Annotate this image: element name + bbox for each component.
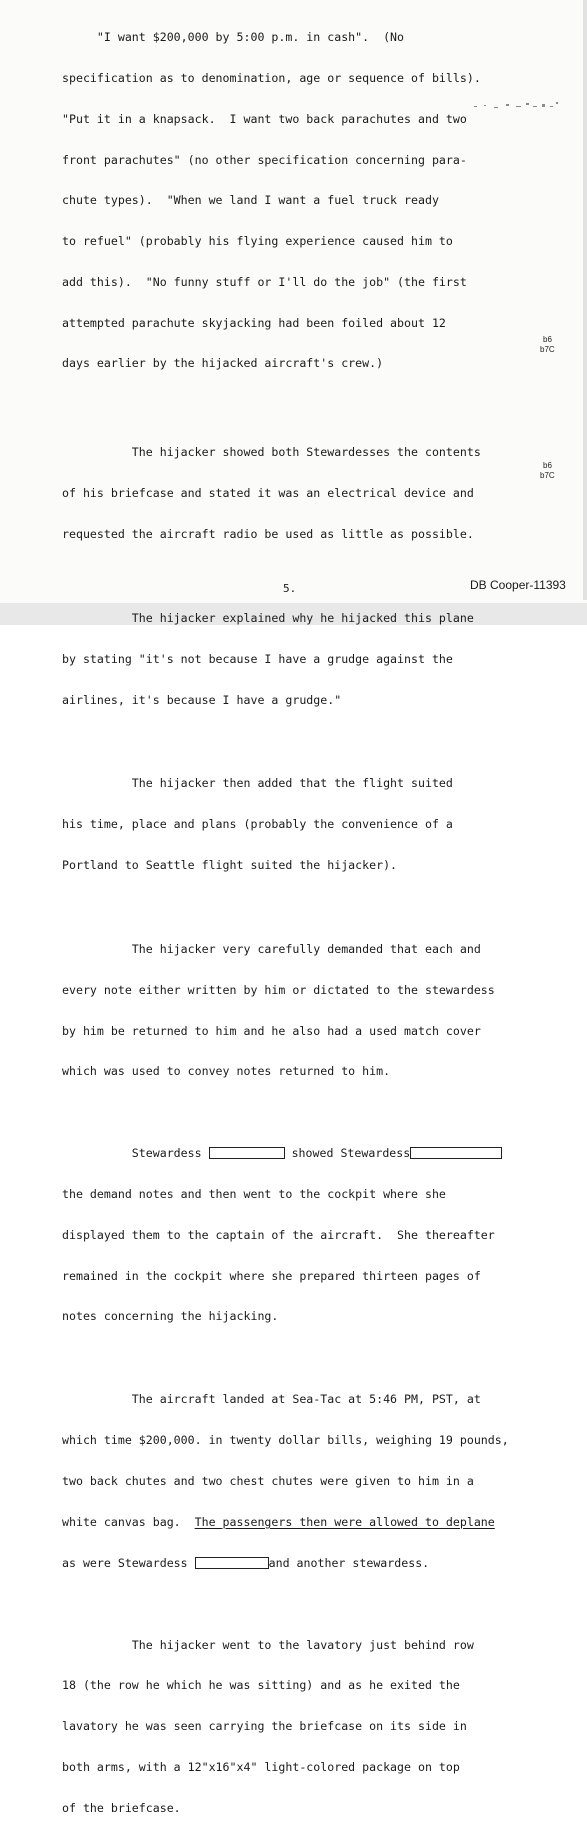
text-segment: and another stewardess. (268, 1555, 430, 1570)
text-line: "Put it in a knapsack. I want two back parachutes and two (62, 111, 467, 126)
paragraph-stewardess (62, 1120, 532, 1351)
text-segment: Stewardess (62, 1146, 209, 1161)
scan-edge-right (583, 0, 587, 600)
document-body (62, 0, 532, 1842)
text-line: The hijacker explained why he hijacked this plane (62, 610, 474, 625)
text-line: two back chutes and two chest chutes were given to him in a (62, 1473, 474, 1488)
text-line: notes concerning the hijacking. (62, 1309, 279, 1324)
text-segment (285, 1146, 292, 1160)
text-line: The hijacker showed both Stewardesses the contents (62, 445, 481, 460)
text-segment: showed Stewardess (291, 1146, 411, 1161)
text-line: to refuel" (probably his flying experience caused him to (62, 234, 453, 249)
text-line: displayed them to the captain of the aircraft. She thereafter (62, 1227, 495, 1242)
redaction-box (410, 1147, 502, 1159)
exemption-code: b6 (543, 335, 552, 344)
text-line: specification as to denomination, age or sequence of bills). (62, 70, 481, 85)
text-line: The aircraft landed at Sea-Tac at 5:46 PM, PST, at (62, 1392, 481, 1407)
text-line: both arms, with a 12"x16"x4" light-colored package on top (62, 1759, 460, 1774)
redaction-box (195, 1557, 269, 1569)
paragraph-notes (62, 916, 532, 1106)
text-line (62, 1147, 532, 1161)
paragraph-grudge (62, 585, 532, 735)
exemption-code: b6 (543, 461, 552, 470)
text-segment: white canvas bag. (62, 1514, 195, 1529)
text-line: his time, place and plans (probably the convenience of a (62, 817, 453, 832)
text-line (62, 1557, 532, 1571)
text-line: days earlier by the hijacked aircraft's crew.) (62, 356, 384, 371)
text-line: of the briefcase. (62, 1800, 181, 1815)
text-line: 18 (the row he which he was sitting) and as he exited the (62, 1678, 460, 1693)
text-line (62, 1516, 532, 1530)
document-id: DB Cooper-11393 (470, 578, 566, 592)
text-line: chute types). "When we land I want a fuel truck ready (62, 193, 439, 208)
exemption-code: b7C (540, 345, 555, 354)
paragraph-lavatory (62, 1611, 532, 1842)
text-line: The hijacker then added that the flight suited (62, 776, 453, 791)
text-line: The hijacker went to the lavatory just behind row (62, 1637, 474, 1652)
text-line: by him be returned to him and he also had a used match cover (62, 1023, 481, 1038)
text-line: which time $200,000. in twenty dollar bills, weighing 19 pounds, (62, 1433, 509, 1448)
page-number: 5. (283, 582, 297, 595)
text-line: add this). "No funny stuff or I'll do the job" (the first (62, 274, 467, 289)
text-line: requested the aircraft radio be used as little as possible. (62, 526, 474, 541)
underlined-text: The passengers then were allowed to deplane (194, 1514, 495, 1529)
paragraph-briefcase (62, 419, 532, 569)
text-line: of his briefcase and stated it was an electrical device and (62, 486, 474, 501)
text-line: by stating "it's not because I have a grudge against the (62, 651, 453, 666)
text-line: lavatory he was seen carrying the briefcase on its side in (62, 1719, 467, 1734)
paragraph-landing (62, 1366, 532, 1597)
text-line: which was used to convey notes returned to him. (62, 1064, 391, 1079)
exemption-note (540, 335, 555, 355)
redaction-box (209, 1147, 285, 1159)
text-line: remained in the cockpit where she prepared thirteen pages of (62, 1268, 481, 1283)
text-line: airlines, it's because I have a grudge." (62, 692, 342, 707)
text-segment: as were Stewardess (62, 1555, 195, 1570)
text-line: every note either written by him or dictated to the stewardess (62, 982, 495, 997)
exemption-code: b7C (540, 471, 555, 480)
text-line: front parachutes" (no other specification concerning para- (62, 152, 467, 167)
text-line: the demand notes and then went to the cockpit where she (62, 1187, 446, 1202)
paragraph-demands (62, 4, 532, 398)
text-line: attempted parachute skyjacking had been foiled about 12 (62, 315, 446, 330)
paragraph-flight (62, 750, 532, 900)
text-line: Portland to Seattle flight suited the hijacker). (62, 858, 398, 873)
text-line: "I want $200,000 by 5:00 p.m. in cash". (No (62, 30, 405, 45)
text-line: The hijacker very carefully demanded that each and (62, 942, 481, 956)
exemption-note (540, 461, 555, 481)
